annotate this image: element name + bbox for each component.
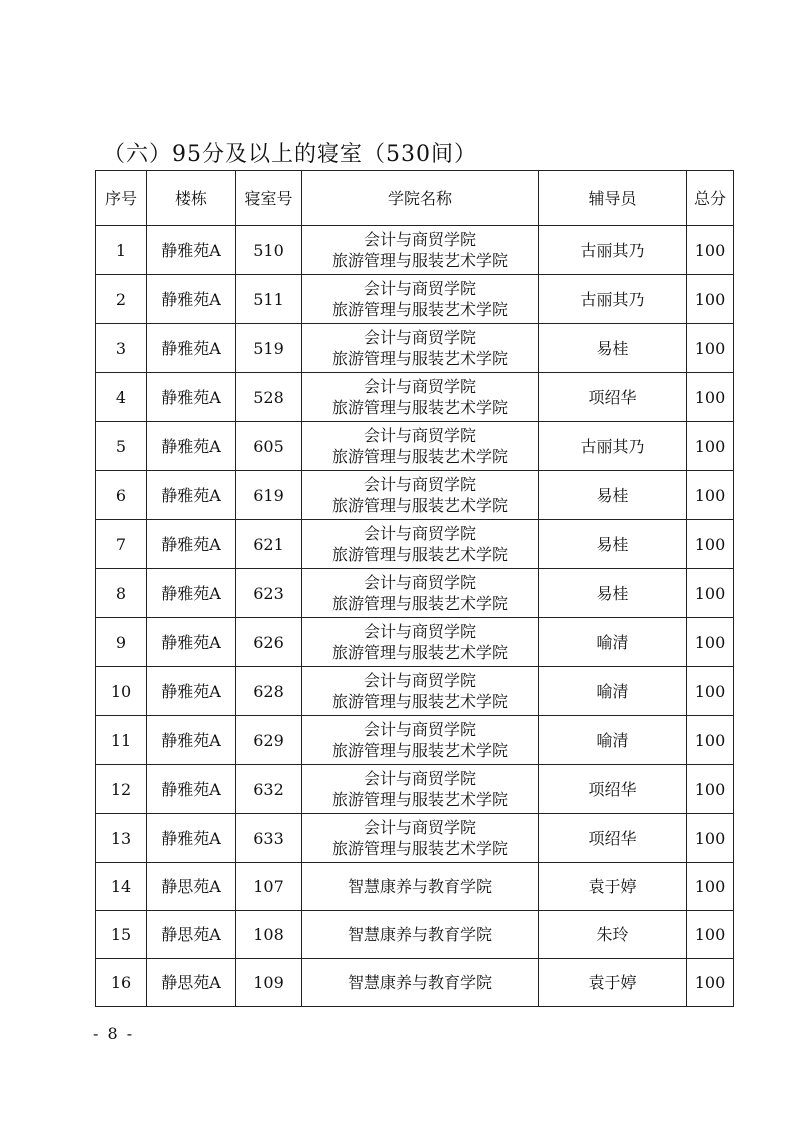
cell-index: 14 xyxy=(96,863,147,911)
college-name-line: 旅游管理与服装艺术学院 xyxy=(331,251,508,270)
college-name-line: 旅游管理与服装艺术学院 xyxy=(331,398,508,417)
college-name-line: 会计与商贸学院 xyxy=(363,279,476,298)
cell-score: 100 xyxy=(687,863,734,911)
college-name-line: 会计与商贸学院 xyxy=(363,769,476,788)
table-row xyxy=(96,765,734,814)
cell-index: 16 xyxy=(96,959,147,1007)
cell-room: 109 xyxy=(236,959,302,1007)
cell-college xyxy=(302,863,539,911)
cell-room: 628 xyxy=(236,667,302,716)
table-row xyxy=(96,373,734,422)
cell-college xyxy=(302,471,539,520)
college-name-line: 旅游管理与服装艺术学院 xyxy=(331,790,508,809)
cell-index: 12 xyxy=(96,765,147,814)
cell-room: 605 xyxy=(236,422,302,471)
cell-score: 100 xyxy=(687,959,734,1007)
table-row xyxy=(96,959,734,1007)
cell-counselor: 项绍华 xyxy=(539,765,687,814)
cell-room: 107 xyxy=(236,863,302,911)
college-name-line: 会计与商贸学院 xyxy=(363,475,476,494)
table-row xyxy=(96,667,734,716)
cell-score: 100 xyxy=(687,324,734,373)
cell-room: 108 xyxy=(236,911,302,959)
cell-college xyxy=(302,716,539,765)
cell-score: 100 xyxy=(687,471,734,520)
cell-college xyxy=(302,959,539,1007)
cell-counselor: 古丽其乃 xyxy=(539,275,687,324)
cell-building: 静雅苑A xyxy=(147,422,236,471)
table-row xyxy=(96,863,734,911)
header-index: 序号 xyxy=(96,171,147,226)
header-college: 学院名称 xyxy=(302,171,539,226)
cell-counselor: 朱玲 xyxy=(539,911,687,959)
header-room: 寝室号 xyxy=(236,171,302,226)
cell-index: 9 xyxy=(96,618,147,667)
cell-room: 619 xyxy=(236,471,302,520)
cell-index: 10 xyxy=(96,667,147,716)
cell-building: 静雅苑A xyxy=(147,226,236,275)
cell-score: 100 xyxy=(687,569,734,618)
cell-index: 2 xyxy=(96,275,147,324)
cell-building: 静思苑A xyxy=(147,911,236,959)
cell-room: 510 xyxy=(236,226,302,275)
cell-college xyxy=(302,667,539,716)
cell-college xyxy=(302,226,539,275)
cell-counselor: 喻清 xyxy=(539,618,687,667)
cell-room: 629 xyxy=(236,716,302,765)
cell-score: 100 xyxy=(687,911,734,959)
college-name-line: 旅游管理与服装艺术学院 xyxy=(331,839,508,858)
cell-counselor: 易桂 xyxy=(539,569,687,618)
cell-college xyxy=(302,275,539,324)
header-counselor: 辅导员 xyxy=(539,171,687,226)
table-header-row xyxy=(96,171,734,226)
college-name-line: 旅游管理与服装艺术学院 xyxy=(331,349,508,368)
cell-counselor: 袁于婷 xyxy=(539,863,687,911)
cell-score: 100 xyxy=(687,618,734,667)
college-name-line: 会计与商贸学院 xyxy=(363,720,476,739)
college-name-line: 旅游管理与服装艺术学院 xyxy=(331,447,508,466)
cell-room: 633 xyxy=(236,814,302,863)
table-row xyxy=(96,716,734,765)
table-body xyxy=(96,226,734,1007)
header-score: 总分 xyxy=(687,171,734,226)
table-row xyxy=(96,569,734,618)
cell-college xyxy=(302,569,539,618)
college-name-line: 旅游管理与服装艺术学院 xyxy=(331,692,508,711)
cell-score: 100 xyxy=(687,275,734,324)
section-heading: （六）95分及以上的寝室（530间） xyxy=(103,142,477,167)
table-row xyxy=(96,422,734,471)
cell-college xyxy=(302,618,539,667)
cell-building: 静雅苑A xyxy=(147,765,236,814)
table-row xyxy=(96,226,734,275)
cell-building: 静雅苑A xyxy=(147,520,236,569)
college-name-line: 会计与商贸学院 xyxy=(363,426,476,445)
cell-index: 7 xyxy=(96,520,147,569)
cell-room: 519 xyxy=(236,324,302,373)
cell-college xyxy=(302,373,539,422)
college-name-line: 会计与商贸学院 xyxy=(363,573,476,592)
cell-building: 静雅苑A xyxy=(147,569,236,618)
cell-index: 13 xyxy=(96,814,147,863)
college-name-line: 旅游管理与服装艺术学院 xyxy=(331,545,508,564)
cell-index: 3 xyxy=(96,324,147,373)
cell-building: 静雅苑A xyxy=(147,324,236,373)
college-name-line: 智慧康养与教育学院 xyxy=(347,973,492,992)
cell-room: 623 xyxy=(236,569,302,618)
cell-room: 621 xyxy=(236,520,302,569)
college-name-line: 智慧康养与教育学院 xyxy=(347,877,492,896)
table-row xyxy=(96,275,734,324)
cell-index: 6 xyxy=(96,471,147,520)
cell-index: 15 xyxy=(96,911,147,959)
cell-counselor: 项绍华 xyxy=(539,373,687,422)
cell-counselor: 喻清 xyxy=(539,667,687,716)
college-name-line: 会计与商贸学院 xyxy=(363,230,476,249)
college-name-line: 会计与商贸学院 xyxy=(363,377,476,396)
cell-building: 静思苑A xyxy=(147,959,236,1007)
table-row xyxy=(96,911,734,959)
cell-building: 静雅苑A xyxy=(147,667,236,716)
college-name-line: 会计与商贸学院 xyxy=(363,671,476,690)
cell-score: 100 xyxy=(687,373,734,422)
cell-room: 626 xyxy=(236,618,302,667)
cell-score: 100 xyxy=(687,520,734,569)
cell-college xyxy=(302,422,539,471)
table-row xyxy=(96,324,734,373)
cell-college xyxy=(302,814,539,863)
table-row xyxy=(96,814,734,863)
cell-counselor: 易桂 xyxy=(539,471,687,520)
cell-score: 100 xyxy=(687,814,734,863)
college-name-line: 会计与商贸学院 xyxy=(363,622,476,641)
cell-score: 100 xyxy=(687,765,734,814)
cell-building: 静雅苑A xyxy=(147,275,236,324)
table-row xyxy=(96,471,734,520)
cell-counselor: 易桂 xyxy=(539,520,687,569)
cell-counselor: 袁于婷 xyxy=(539,959,687,1007)
cell-building: 静雅苑A xyxy=(147,716,236,765)
cell-room: 528 xyxy=(236,373,302,422)
cell-counselor: 易桂 xyxy=(539,324,687,373)
cell-counselor: 喻清 xyxy=(539,716,687,765)
cell-college xyxy=(302,324,539,373)
cell-counselor: 古丽其乃 xyxy=(539,226,687,275)
table-row xyxy=(96,618,734,667)
college-name-line: 会计与商贸学院 xyxy=(363,524,476,543)
college-name-line: 旅游管理与服装艺术学院 xyxy=(331,496,508,515)
cell-building: 静雅苑A xyxy=(147,373,236,422)
cell-index: 1 xyxy=(96,226,147,275)
cell-index: 5 xyxy=(96,422,147,471)
cell-score: 100 xyxy=(687,667,734,716)
cell-index: 8 xyxy=(96,569,147,618)
cell-college xyxy=(302,911,539,959)
college-name-line: 智慧康养与教育学院 xyxy=(347,925,492,944)
cell-counselor: 项绍华 xyxy=(539,814,687,863)
college-name-line: 会计与商贸学院 xyxy=(363,328,476,347)
college-name-line: 会计与商贸学院 xyxy=(363,818,476,837)
cell-building: 静思苑A xyxy=(147,863,236,911)
cell-college xyxy=(302,520,539,569)
cell-score: 100 xyxy=(687,226,734,275)
cell-college xyxy=(302,765,539,814)
college-name-line: 旅游管理与服装艺术学院 xyxy=(331,300,508,319)
college-name-line: 旅游管理与服装艺术学院 xyxy=(331,594,508,613)
cell-score: 100 xyxy=(687,422,734,471)
cell-room: 632 xyxy=(236,765,302,814)
header-building: 楼栋 xyxy=(147,171,236,226)
table-row xyxy=(96,520,734,569)
page-number: - 8 - xyxy=(93,1024,135,1043)
college-name-line: 旅游管理与服装艺术学院 xyxy=(331,741,508,760)
cell-index: 11 xyxy=(96,716,147,765)
college-name-line: 旅游管理与服装艺术学院 xyxy=(331,643,508,662)
cell-building: 静雅苑A xyxy=(147,618,236,667)
cell-building: 静雅苑A xyxy=(147,471,236,520)
cell-index: 4 xyxy=(96,373,147,422)
cell-counselor: 古丽其乃 xyxy=(539,422,687,471)
cell-room: 511 xyxy=(236,275,302,324)
dormitory-score-table xyxy=(95,170,734,1007)
cell-building: 静雅苑A xyxy=(147,814,236,863)
cell-score: 100 xyxy=(687,716,734,765)
